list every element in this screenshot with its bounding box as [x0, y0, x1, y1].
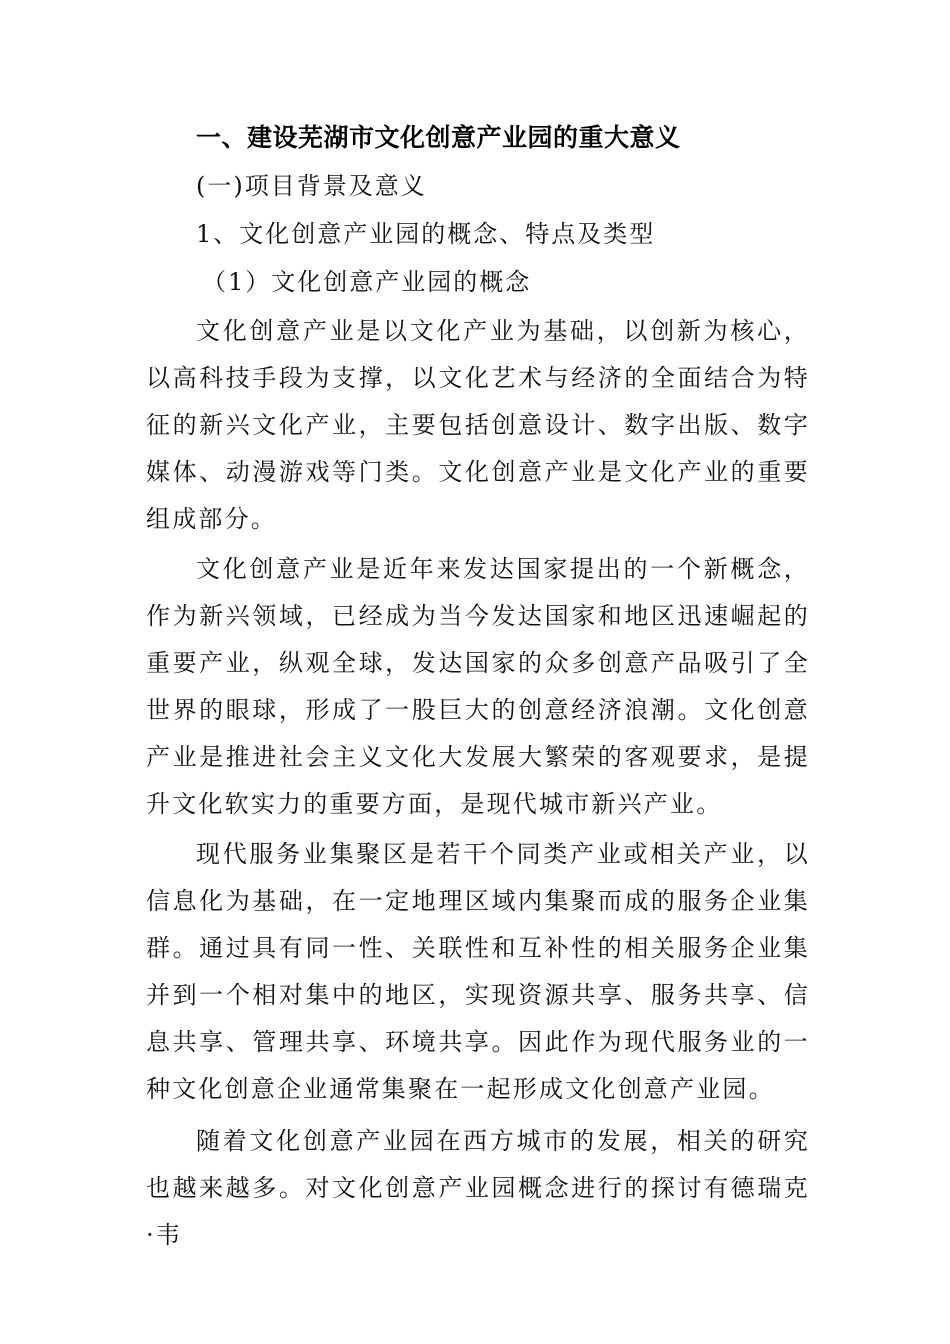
subsection-title: (一)项目背景及意义	[196, 172, 427, 200]
item-title: 1、文化创意产业园的概念、特点及类型	[196, 220, 656, 248]
paragraph: 文化创意产业是以文化产业为基础，以创新为核心，以高科技手段为支撑，以文化艺术与经济的全面结合为特征的新兴文化产业，主要包括创意设计、数字出版、数字媒体、动漫游戏等门类。文化创意产业是文化产业的重要组成部分。	[146, 317, 810, 533]
paragraph: 文化创意产业是近年来发达国家提出的一个新概念，作为新兴领域，已经成为当今发达国家和地区迅速崛起的重要产业，纵观全球，发达国家的众多创意产品吸引了全世界的眼球，形成了一股巨大的创意经济浪潮。文化创意产业是推进社会主义文化大发展大繁荣的客观要求，是提升文化软实力的重要方面，是现代城市新兴产业。	[146, 555, 810, 818]
paragraph: 随着文化创意产业园在西方城市的发展，相关的研究也越来越多。对文化创意产业园概念进行的探讨有德瑞克·韦	[146, 1127, 810, 1249]
subitem-title: （1）文化创意产业园的概念	[202, 268, 532, 296]
section-title: 一、建设芜湖市文化创意产业园的重大意义	[196, 123, 681, 152]
paragraph: 现代服务业集聚区是若干个同类产业或相关产业，以信息化为基础，在一定地理区域内集聚而成的服务企业集群。通过具有同一性、关联性和互补性的相关服务企业集并到一个相对集中的地区，实现资源共享、服务共享、信息共享、管理共享、环境共享。因此作为现代服务业的一种文化创意企业通常集聚在一起形成文化创意产业园。	[146, 840, 810, 1103]
